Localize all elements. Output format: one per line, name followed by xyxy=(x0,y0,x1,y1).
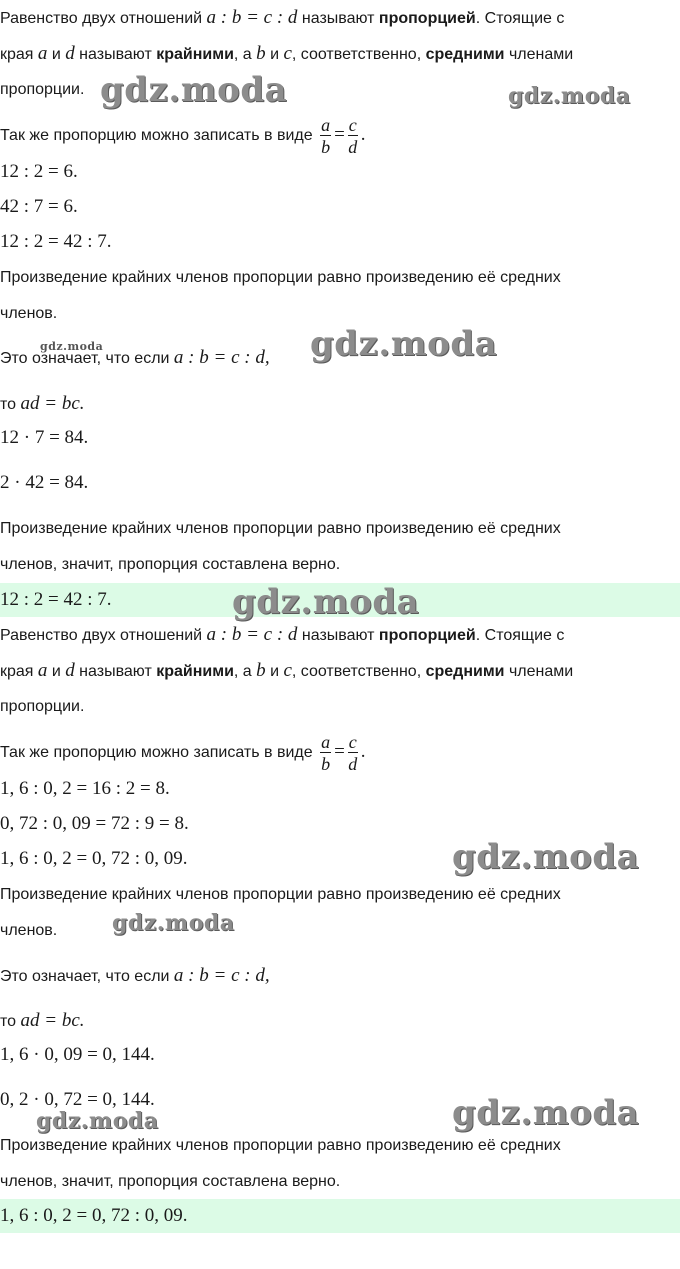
numerator: a xyxy=(321,114,331,135)
watermark: gdz.moda xyxy=(100,70,288,110)
math-var: c xyxy=(283,660,292,681)
text: называют xyxy=(297,10,379,27)
text: членами xyxy=(504,663,574,680)
watermark: gdz.moda xyxy=(452,1093,640,1133)
text: и xyxy=(265,46,284,63)
definition-line-1 xyxy=(0,8,564,29)
text: , а xyxy=(233,46,257,63)
definition-line-3: пропорции. xyxy=(0,698,85,715)
math-var: c xyxy=(283,43,292,64)
fraction-c-over-d xyxy=(348,733,358,773)
watermark: gdz.moda xyxy=(452,837,640,877)
term-extremes: крайними xyxy=(156,46,234,63)
text: Это означает, что если xyxy=(0,968,174,985)
text: края xyxy=(0,46,38,63)
text: Так же пропорцию можно записать в виде xyxy=(0,127,313,144)
watermark: gdz.moda xyxy=(36,1108,159,1134)
denominator: b xyxy=(321,136,331,157)
rule-line-2: членов. xyxy=(0,305,58,322)
text: , а xyxy=(233,663,257,680)
product-line-2: 2 · 42 = 84. xyxy=(0,472,89,493)
watermark: gdz.moda xyxy=(310,324,498,364)
product-line-1: 1, 6 · 0, 09 = 0, 144. xyxy=(0,1044,155,1065)
term-proportion: пропорцией xyxy=(378,10,476,27)
text: то xyxy=(0,1013,21,1030)
text: Так же пропорцию можно записать в виде xyxy=(0,744,313,761)
definition-line-2 xyxy=(0,44,573,65)
term-proportion: пропорцией xyxy=(378,627,476,644)
definition-line-3: пропорции. xyxy=(0,81,85,98)
text: , соответственно, xyxy=(291,663,426,680)
text: членами xyxy=(504,46,574,63)
conclusion-line-1: Произведение крайних членов пропорции равно произведению её средних xyxy=(0,1137,561,1154)
product-line-1: 12 · 7 = 84. xyxy=(0,427,89,448)
calc-line-3: 12 : 2 = 42 : 7. xyxy=(0,231,112,252)
math-expression: a : b = c : d xyxy=(206,7,298,28)
fraction-a-over-b xyxy=(320,733,331,773)
text: и xyxy=(265,663,284,680)
numerator: c xyxy=(348,114,357,135)
math-var: b xyxy=(256,660,266,681)
answer-text: 12 : 2 = 42 : 7. xyxy=(0,589,112,610)
watermark: gdz.moda xyxy=(232,582,420,622)
then-line xyxy=(0,1011,85,1032)
calc-line-1: 12 : 2 = 6. xyxy=(0,161,78,182)
text: то xyxy=(0,396,21,413)
period: . xyxy=(360,741,366,762)
text: называют xyxy=(74,663,157,680)
fraction-form-line xyxy=(0,113,366,158)
denominator: b xyxy=(321,753,331,774)
calc-line-2: 0, 72 : 0, 09 = 72 : 9 = 8. xyxy=(0,813,189,834)
definition-line-1 xyxy=(0,625,564,646)
math-var: a xyxy=(37,43,48,64)
text: Это означает, что если xyxy=(0,350,174,367)
denominator: d xyxy=(348,753,358,774)
conclusion-line-1: Произведение крайних членов пропорции равно произведению её средних xyxy=(0,520,561,537)
text: Равенство двух отношений xyxy=(0,627,207,644)
rule-line-1: Произведение крайних членов пропорции равно произведению её средних xyxy=(0,269,561,286)
term-means: средними xyxy=(425,46,505,63)
text: и xyxy=(47,663,66,680)
then-line xyxy=(0,394,85,415)
watermark: gdz.moda xyxy=(40,340,104,353)
text: края xyxy=(0,663,38,680)
calc-line-1: 1, 6 : 0, 2 = 16 : 2 = 8. xyxy=(0,778,170,799)
numerator: c xyxy=(348,731,357,752)
product-line-2: 0, 2 · 0, 72 = 0, 144. xyxy=(0,1089,155,1110)
math-expression: ad = bc. xyxy=(20,1010,85,1031)
math-var: d xyxy=(65,43,75,64)
math-expression: a : b = c : d, xyxy=(173,965,270,986)
watermark: gdz.moda xyxy=(112,910,235,936)
answer-box xyxy=(0,1199,680,1233)
text: называют xyxy=(74,46,157,63)
math-var: a xyxy=(37,660,48,681)
calc-line-3: 1, 6 : 0, 2 = 0, 72 : 0, 09. xyxy=(0,848,188,869)
text: , соответственно, xyxy=(291,46,426,63)
term-means: средними xyxy=(425,663,505,680)
fraction-form-line xyxy=(0,730,366,775)
conclusion-line-2: членов, значит, пропорция составлена верно. xyxy=(0,1173,341,1190)
math-expression: ad = bc. xyxy=(20,393,85,414)
term-extremes: крайними xyxy=(156,663,234,680)
text: . Стоящие с xyxy=(475,627,565,644)
watermark: gdz.moda xyxy=(508,83,631,109)
rule-line-1: Произведение крайних членов пропорции равно произведению её средних xyxy=(0,886,561,903)
denominator: d xyxy=(348,136,358,157)
math-expression: a : b = c : d xyxy=(206,624,298,645)
conclusion-line-2: членов, значит, пропорция составлена верно. xyxy=(0,556,341,573)
equals-sign: = xyxy=(334,741,345,762)
math-expression: a : b = c : d, xyxy=(173,347,270,368)
numerator: a xyxy=(321,731,331,752)
answer-text: 1, 6 : 0, 2 = 0, 72 : 0, 09. xyxy=(0,1205,188,1226)
means-line xyxy=(0,966,270,987)
text: . Стоящие с xyxy=(475,10,565,27)
text: называют xyxy=(297,627,379,644)
math-var: d xyxy=(65,660,75,681)
calc-line-2: 42 : 7 = 6. xyxy=(0,196,78,217)
fraction-a-over-b xyxy=(320,116,331,156)
math-var: b xyxy=(256,43,266,64)
definition-line-2 xyxy=(0,661,573,682)
equals-sign: = xyxy=(334,124,345,145)
fraction-c-over-d xyxy=(348,116,358,156)
period: . xyxy=(360,124,366,145)
rule-line-2: членов. xyxy=(0,922,58,939)
text: и xyxy=(47,46,66,63)
text: Равенство двух отношений xyxy=(0,10,207,27)
